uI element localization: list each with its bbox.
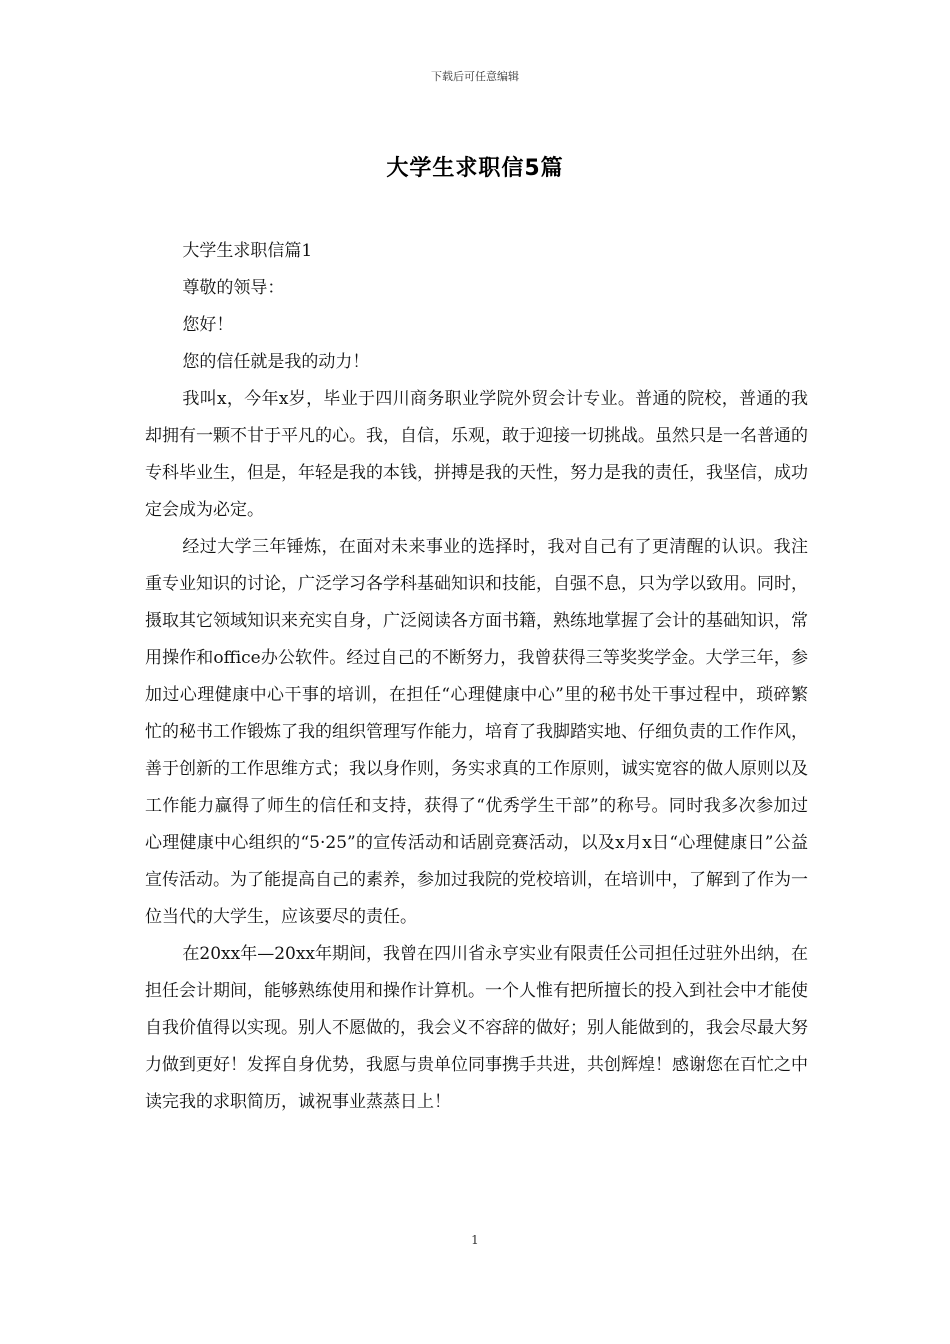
- salutation: 尊敬的领导：: [182, 278, 285, 298]
- opening-line: 您的信任就是我的动力！: [182, 352, 370, 372]
- document-title: 大学生求职信5篇: [386, 156, 564, 181]
- section-heading: 大学生求职信篇1: [182, 241, 313, 261]
- header-note: 下载后可任意编辑: [431, 70, 519, 83]
- page-number: 1: [471, 1233, 479, 1247]
- body-paragraph: 经过大学三年锤炼，在面对未来事业的选择时，我对自己有了更清醒的认识。我注重专业知识的讨论，广泛学习各学科基础知识和技能，自强不息，只为学以致用。同时，摄取其它领域知识来充实自身，广泛阅读各方面书籍，熟练地掌握了会计的基础知识，常用操作和office办公软件。经过自己的不断努力，我曾获得三等奖奖学金。大学三年，参加过心理健康中心干事的培训，在担任“心理健康中心”里的秘书处干事过程中，琐碎繁忙的秘书工作锻炼了我的组织管理写作能力，培育了我脚踏实地、仔细负责的工作作风，善于创新的工作思维方式；我以身作则，务实求真的工作原则，诚实宽容的做人原则以及工作能力赢得了师生的信任和支持，获得了“优秀学生干部”的称号。同时我多次参加过心理健康中心组织的“5·25”的宣传活动和话剧竞赛活动，以及x月x日“心理健康日”公益宣传活动。为了能提高自己的素养，参加过我院的党校培训，在培训中，了解到了作为一位当代的大学生，应该要尽的责任。: [145, 537, 808, 927]
- body-paragraph: 我叫x，今年x岁，毕业于四川商务职业学院外贸会计专业。普通的院校，普通的我却拥有一颗不甘于平凡的心。我，自信，乐观，敢于迎接一切挑战。虽然只是一名普通的专科毕业生，但是，年轻是我的本钱，拼搏是我的天性，努力是我的责任，我坚信，成功定会成为必定。: [145, 389, 808, 520]
- greeting: 您好！: [182, 315, 234, 335]
- body-paragraph: 在20xx年—20xx年期间，我曾在四川省永亨实业有限责任公司担任过驻外出纳，在担任会计期间，能够熟练使用和操作计算机。一个人惟有把所擅长的投入到社会中才能使自我价值得以实现。别人不愿做的，我会义不容辞的做好；别人能做到的，我会尽最大努力做到更好！发挥自身优势，我愿与贵单位同事携手共进，共创辉煌！感谢您在百忙之中读完我的求职简历，诚祝事业蒸蒸日上！: [145, 944, 809, 1112]
- document-body: [145, 233, 808, 1121]
